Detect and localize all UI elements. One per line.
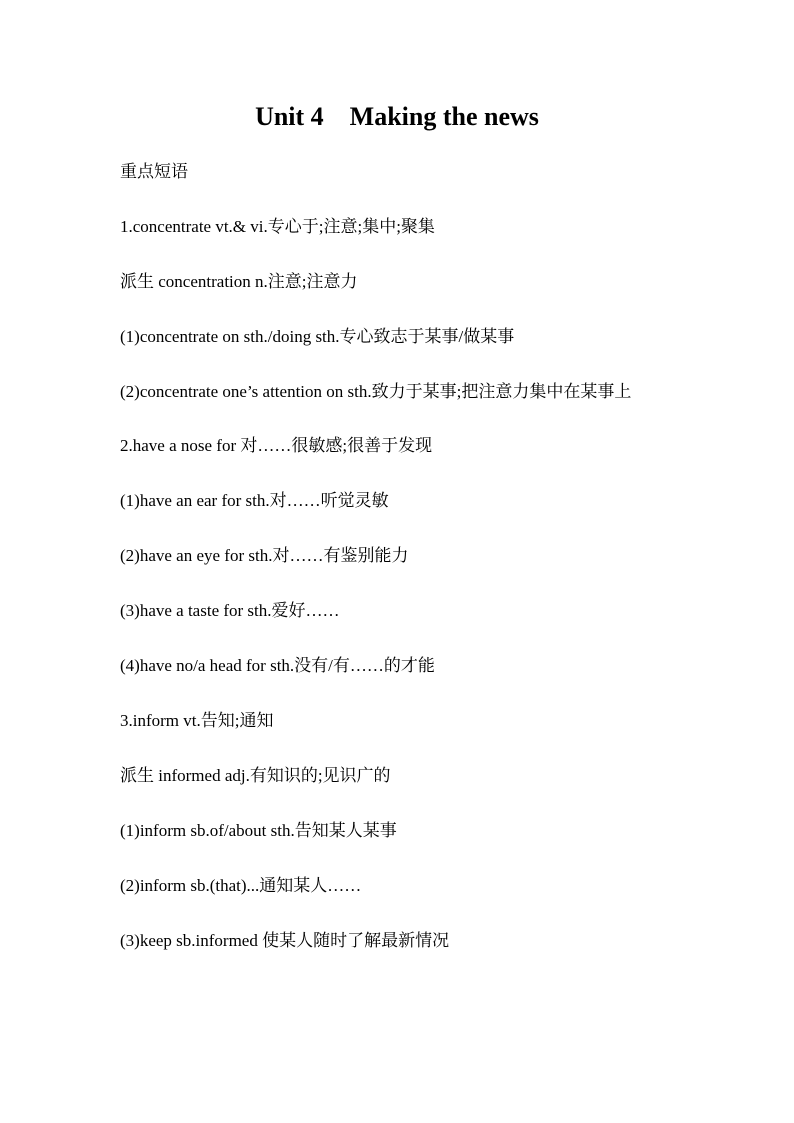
page-title: Unit 4 Making the news [255,102,539,131]
section-heading: 重点短语 [120,162,188,181]
phrase-line: (1)have an ear for sth.对……听觉灵敏 [120,491,389,510]
phrase-line: (1)concentrate on sth./doing sth.专心致志于某事/做某事 [120,327,515,346]
phrase-line: 派生 informed adj.有知识的;见识广的 [120,766,391,785]
phrase-line: (3)keep sb.informed 使某人随时了解最新情况 [120,931,450,950]
phrase-line: (1)inform sb.of/about sth.告知某人某事 [120,821,397,840]
phrase-line: (3)have a taste for sth.爱好…… [120,601,340,620]
phrase-line: 派生 concentration n.注意;注意力 [120,272,358,291]
phrase-line: 3.inform vt.告知;通知 [120,711,274,730]
phrase-line: 1.concentrate vt.& vi.专心于;注意;集中;聚集 [120,217,435,236]
phrase-line: 2.have a nose for 对……很敏感;很善于发现 [120,436,433,455]
phrase-line: (2)have an eye for sth.对……有鉴别能力 [120,546,409,565]
phrase-list [120,215,690,984]
phrase-line: (2)inform sb.(that)...通知某人…… [120,876,362,895]
phrase-line: (4)have no/a head for sth.没有/有……的才能 [120,656,435,675]
phrase-line: (2)concentrate one’s attention on sth.致力于某事;把注意力集中在某事上 [120,382,632,401]
